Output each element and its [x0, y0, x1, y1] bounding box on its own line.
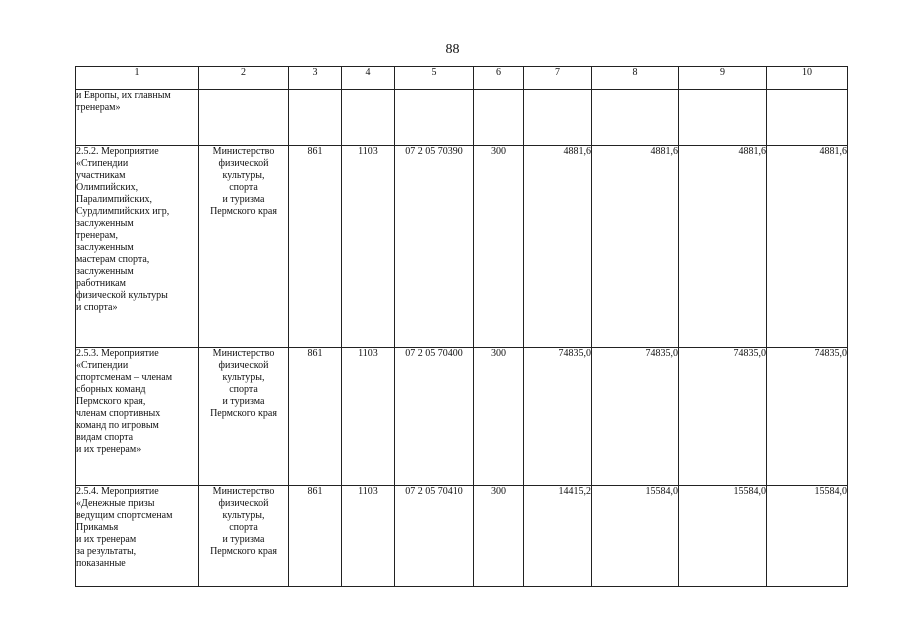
amount-cell: 74835,0 [767, 348, 848, 486]
table-row [76, 90, 848, 146]
amount-cell: 14415,2 [524, 486, 592, 587]
activity-description [76, 348, 199, 486]
executor-line: спорта [229, 182, 258, 193]
amount-cell: 4881,6 [767, 146, 848, 348]
expense-type-cell: 300 [474, 146, 524, 348]
responsible-executor [199, 146, 289, 348]
target-article-cell [395, 90, 474, 146]
executor-line: и туризма [222, 534, 265, 545]
amount-cell [767, 90, 848, 146]
executor-line: культуры, [222, 170, 265, 181]
section-code-cell: 1103 [342, 486, 395, 587]
column-header: 7 [524, 67, 592, 90]
description-line: «Стипендии [76, 360, 129, 371]
amount-cell: 15584,0 [592, 486, 679, 587]
responsible-executor [199, 348, 289, 486]
ministry-code-cell [289, 90, 342, 146]
description-line: 2.5.3. Мероприятие [76, 348, 159, 359]
activity-description [76, 90, 199, 146]
table-body [76, 67, 848, 587]
executor-line: и туризма [222, 194, 265, 205]
section-code-cell [342, 90, 395, 146]
section-code-cell: 1103 [342, 348, 395, 486]
description-line: 2.5.2. Мероприятие [76, 146, 159, 157]
description-line: Паралимпийских, [76, 194, 153, 205]
amount-cell [679, 90, 767, 146]
expense-type-cell: 300 [474, 348, 524, 486]
amount-cell: 4881,6 [592, 146, 679, 348]
ministry-code-cell: 861 [289, 348, 342, 486]
column-header: 9 [679, 67, 767, 90]
executor-line: физической [218, 498, 269, 509]
column-header: 2 [199, 67, 289, 90]
description-line: и их тренерам» [76, 444, 142, 455]
description-line: заслуженным [76, 242, 134, 253]
responsible-executor [199, 90, 289, 146]
description-line: Сурдлимпийских игр, [76, 206, 170, 217]
description-line: тренерам» [76, 102, 121, 113]
target-article-cell: 07 2 05 70400 [395, 348, 474, 486]
description-line: и спорта» [76, 302, 118, 313]
description-line: команд по игровым [76, 420, 159, 431]
header-row [76, 67, 848, 90]
amount-cell: 4881,6 [524, 146, 592, 348]
description-line: Пермского края, [76, 396, 146, 407]
expense-type-cell: 300 [474, 486, 524, 587]
description-line: членам спортивных [76, 408, 161, 419]
page-number: 88 [445, 42, 460, 57]
description-line: заслуженным [76, 218, 134, 229]
description-line: физической культуры [76, 290, 168, 301]
description-line: ведущим спортсменам [76, 510, 173, 521]
executor-line: Пермского края [210, 408, 277, 419]
budget-table [75, 66, 848, 587]
ministry-code-cell: 861 [289, 486, 342, 587]
description-line: мастерам спорта, [76, 254, 150, 265]
description-line: за результаты, [76, 546, 137, 557]
activity-description [76, 146, 199, 348]
description-line: 2.5.4. Мероприятие [76, 486, 159, 497]
description-line: спортсменам – членам [76, 372, 173, 383]
executor-line: физической [218, 158, 269, 169]
table-row [76, 348, 848, 486]
table-row [76, 486, 848, 587]
executor-line: Министерство [212, 486, 275, 497]
description-line: сборных команд [76, 384, 146, 395]
description-line: участникам [76, 170, 126, 181]
amount-cell [592, 90, 679, 146]
description-line: видам спорта [76, 432, 134, 443]
amount-cell: 74835,0 [679, 348, 767, 486]
column-header: 10 [767, 67, 848, 90]
table-row [76, 146, 848, 348]
executor-line: Министерство [212, 146, 275, 157]
description-line: и их тренерам [76, 534, 137, 545]
executor-line: культуры, [222, 372, 265, 383]
target-article-cell: 07 2 05 70410 [395, 486, 474, 587]
amount-cell: 15584,0 [767, 486, 848, 587]
executor-line: культуры, [222, 510, 265, 521]
description-line: и Европы, их главным [76, 90, 171, 101]
description-line: «Стипендии [76, 158, 129, 169]
activity-description [76, 486, 199, 587]
executor-line: спорта [229, 384, 258, 395]
executor-line: Министерство [212, 348, 275, 359]
executor-line: Пермского края [210, 546, 277, 557]
description-line: Олимпийских, [76, 182, 139, 193]
amount-cell: 74835,0 [592, 348, 679, 486]
section-code-cell: 1103 [342, 146, 395, 348]
description-line: работникам [76, 278, 126, 289]
description-line: заслуженным [76, 266, 134, 277]
target-article-cell: 07 2 05 70390 [395, 146, 474, 348]
executor-line: и туризма [222, 396, 265, 407]
executor-line: Пермского края [210, 206, 277, 217]
column-header: 3 [289, 67, 342, 90]
ministry-code-cell: 861 [289, 146, 342, 348]
column-header: 8 [592, 67, 679, 90]
column-header: 1 [76, 67, 199, 90]
responsible-executor [199, 486, 289, 587]
amount-cell: 4881,6 [679, 146, 767, 348]
amount-cell: 15584,0 [679, 486, 767, 587]
column-header: 6 [474, 67, 524, 90]
column-header: 5 [395, 67, 474, 90]
executor-line: физической [218, 360, 269, 371]
amount-cell: 74835,0 [524, 348, 592, 486]
description-line: тренерам, [76, 230, 118, 241]
column-header: 4 [342, 67, 395, 90]
executor-line: спорта [229, 522, 258, 533]
amount-cell [524, 90, 592, 146]
expense-type-cell [474, 90, 524, 146]
description-line: «Денежные призы [76, 498, 155, 509]
description-line: Прикамья [76, 522, 119, 533]
description-line: показанные [76, 558, 126, 569]
